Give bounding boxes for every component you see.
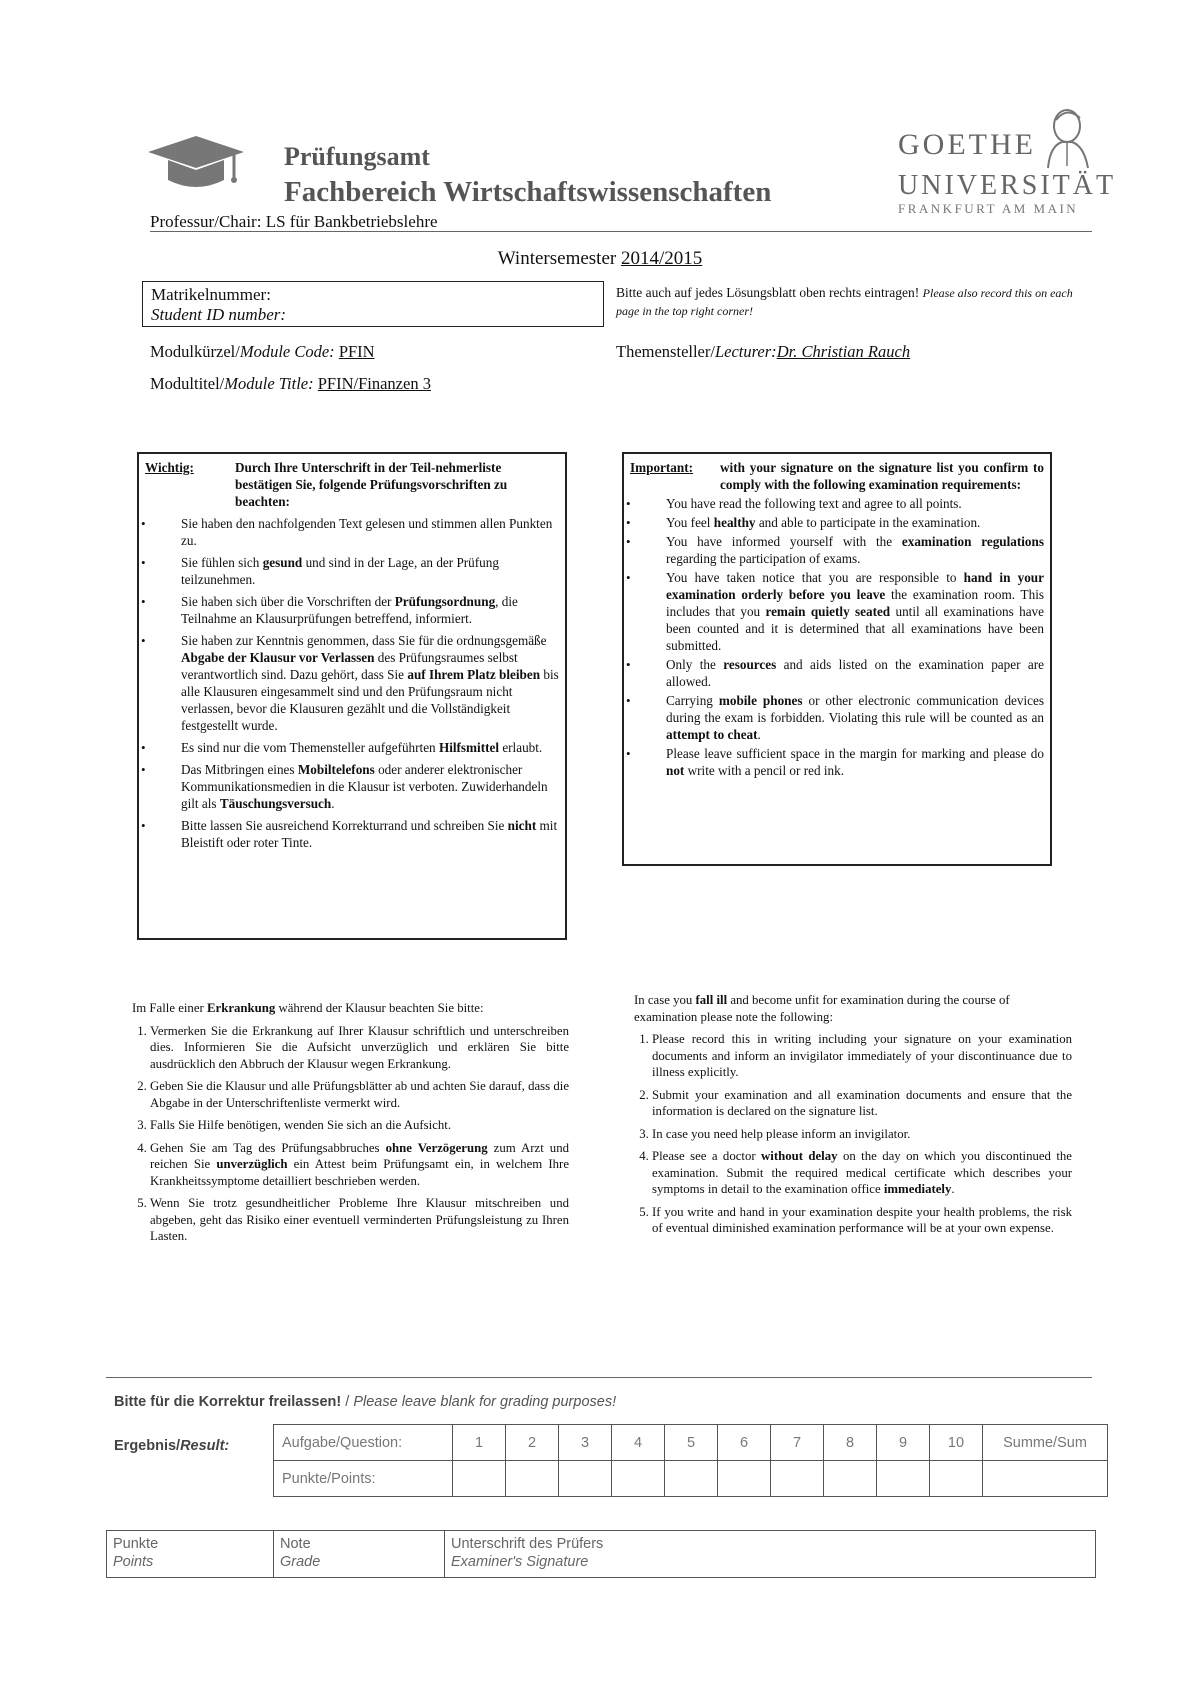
illness-item-en [652,1126,1072,1143]
graduation-cap-icon [146,134,246,196]
text-segment: Im Falle einer [132,1001,207,1015]
chair-line [150,212,438,232]
text-segment: write with a pencil or red ink. [684,763,844,778]
logo-city-text: FRANKFURT AM MAIN [898,201,1079,216]
text-segment: the examination room. This includes that you [666,587,1044,619]
text-segment: If you write and hand in your examination despite your health problems, the risk of eventual diminished examination performance will be at your own expense. [652,1204,1072,1235]
chair-value: LS für Bankbetriebslehre [265,212,438,231]
rule-item-en [630,514,1044,531]
question-number-7: 7 [771,1425,824,1461]
text-segment: mit Bleistift oder roter Tinte. [181,818,558,850]
text-segment: Sie fühlen sich [181,555,263,570]
illness-item-en [652,1087,1072,1120]
text-segment: and aids listed on the examination paper are allowed. [666,657,1044,689]
points-input-6[interactable] [718,1461,771,1497]
question-number-5: 5 [665,1425,718,1461]
rules-box-en [622,452,1052,866]
text-segment: In case you [634,993,696,1007]
text-segment: unverzüglich [216,1157,288,1171]
text-segment: attempt to cheat [666,727,758,742]
rule-item-en [630,692,1044,743]
text-segment: Please see a doctor [652,1149,762,1163]
points-input-5[interactable] [665,1461,718,1497]
points-input-1[interactable] [453,1461,506,1497]
lecturer-line [616,342,910,362]
sum-input[interactable] [983,1461,1108,1497]
exam-office-title: Prüfungsamt [284,142,430,171]
question-number-4: 4 [612,1425,665,1461]
examiner-label-en: Examiner's Signature [451,1554,589,1570]
illness-section-en [634,992,1072,1243]
text-segment: erlaubt. [499,740,543,755]
text-segment: Bitte lassen Sie ausreichend Korrekturrand und schreiben Sie [181,818,508,833]
text-segment: gesund [262,555,303,570]
illness-de-intro [132,1000,569,1017]
question-row-label: Aufgabe/Question: [274,1425,453,1461]
rule-item-en [630,495,1044,512]
text-segment: or other electronic communication devices during the exam is forbidden. Violating this rule will be counted as an [666,693,1044,725]
points-input-2[interactable] [506,1461,559,1497]
points-row-label: Punkte/Points: [274,1461,453,1497]
points-label-de: Punkte [113,1536,159,1552]
question-number-9: 9 [877,1425,930,1461]
grade-label-en: Grade [280,1554,321,1570]
text-segment: Please record this in writing including your signature on your examination documents and inform an invigilator immediately of your discontinuance due to illness explicitly. [652,1032,1072,1079]
rule-item-de [145,554,559,588]
points-label-en: Points [113,1554,154,1570]
illness-item-de [150,1023,569,1073]
header-divider [150,231,1092,232]
rule-item-en [630,569,1044,654]
rules-en-list [630,495,1044,779]
lecturer-label-de: Themensteller/ [616,342,715,361]
points-input-4[interactable] [612,1461,665,1497]
text-segment: Prüfungsordnung [394,594,496,609]
text-segment: bis alle Klausuren eingesammelt sind und den Prüfungsraum nicht verlassen, bevor die Klausuren gezählt und die Vollständigkeit festgestellt wurde. [181,667,559,733]
points-cell[interactable] [107,1531,274,1578]
question-row [274,1425,1108,1461]
student-id-field[interactable] [142,281,604,327]
rule-item-de [145,593,559,627]
text-segment: während der Klausur beachten Sie bitte: [275,1001,484,1015]
text-segment: nicht [507,818,537,833]
illness-item-de [150,1078,569,1111]
grading-note-separator: / [345,1394,350,1410]
text-segment: healthy [713,515,756,530]
illness-en-intro [634,992,1072,1025]
text-segment: You have taken notice that you are responsible to [666,570,964,585]
module-title-label-en: Module Title: [224,374,314,393]
semester-label: Wintersemester [497,248,617,269]
text-segment: and become unfit for examination during the course of examination please note the following: [634,993,1010,1024]
text-segment: Es sind nur die vom Themensteller aufgeführten [181,740,439,755]
text-segment: des Prüfungsraumes selbst verantwortlich sind. Dazu gehört, dass Sie [181,650,518,682]
text-segment: examination regulations [901,534,1044,549]
faculty-title: Fachbereich Wirtschaftswissenschaften [284,176,772,208]
rule-item-de [145,761,559,812]
text-segment: and able to participate in the examination. [755,515,981,530]
illness-section-de [132,1000,569,1251]
text-segment: fall ill [695,993,728,1007]
text-segment: You have read the following text and agree to all points. [666,496,962,511]
points-input-10[interactable] [930,1461,983,1497]
text-segment: on the day on which you discontinued the examination. Submit the required medical certificate which describes your symptoms in detail to the examination office [652,1149,1072,1196]
rules-de-label: Wichtig: [145,460,194,475]
text-segment: Please leave sufficient space in the margin for marking and please do [666,746,1044,761]
text-segment: Abgabe der Klausur vor Verlassen [181,650,375,665]
question-number-6: 6 [718,1425,771,1461]
text-segment: Sie haben sich über die Vorschriften der [181,594,395,609]
examiner-label-de: Unterschrift des Prüfers [451,1536,604,1552]
question-number-3: 3 [559,1425,612,1461]
rule-item-en [630,656,1044,690]
examiner-signature-cell[interactable] [445,1531,1096,1578]
signature-table [106,1530,1096,1578]
module-code-label-en: Module Code: [239,342,335,361]
text-segment: Mobiltelefons [297,762,375,777]
question-number-1: 1 [453,1425,506,1461]
illness-item-en [652,1031,1072,1081]
rule-item-de [145,632,559,734]
text-segment: Sie haben den nachfolgenden Text gelesen und stimmen allen Punkten zu. [181,516,553,548]
text-segment: not [666,763,685,778]
rule-item-en [630,533,1044,567]
illness-item-en [652,1148,1072,1198]
text-segment: mobile phones [718,693,803,708]
points-input-7[interactable] [771,1461,824,1497]
rule-item-en [630,745,1044,779]
goethe-bust-logo [1042,104,1092,170]
module-title-value: PFIN/Finanzen 3 [317,374,431,393]
grade-label-de: Note [280,1536,311,1552]
grading-divider [106,1377,1092,1378]
text-segment: Wenn Sie trotz gesundheitlicher Probleme Ihre Klausur mitschreiben und abgeben, geht das Risiko einer eventuell verminderten Prüfungsleistung zu Ihren Lasten. [150,1196,569,1243]
text-segment: Erkrankung [206,1001,276,1015]
grade-cell[interactable] [274,1531,445,1578]
rule-item-de [145,739,559,756]
text-segment: Carrying [666,693,719,708]
text-segment: In case you need help please inform an invigilator. [652,1126,911,1141]
sum-header: Summe/Sum [983,1425,1108,1461]
illness-en-list [634,1031,1072,1237]
question-number-2: 2 [506,1425,559,1461]
module-title-label-de: Modultitel/ [150,374,225,393]
student-id-label-en: Student ID number: [151,305,287,324]
text-segment: ein Attest beim Prüfungsamt ein, in welchem Ihre Krankheitssymptome detailliert beschrieben werden. [150,1157,570,1188]
text-segment: Täuschungsversuch [219,796,332,811]
semester-year: 2014/2015 [620,248,703,269]
result-label-en: Result: [180,1438,230,1454]
logo-universitaet-text: UNIVERSITÄT [898,170,1117,201]
question-number-10: 10 [930,1425,983,1461]
text-segment: Das Mitbringen eines [181,762,298,777]
text-segment: Geben Sie die Klausur und alle Prüfungsblätter ab und achten Sie darauf, dass die Abgabe in der Unterschriftenliste vermerkt wird. [150,1079,569,1110]
text-segment: You have informed yourself with the [666,534,902,549]
illness-de-list [132,1023,569,1245]
text-segment: hand in your examination orderly before you leave [666,570,1044,602]
module-code-line [150,342,375,362]
text-segment: regarding the participation of exams. [666,551,861,566]
text-segment: without delay [761,1149,838,1163]
lecturer-value: Dr. Christian Rauch [776,342,911,361]
student-id-note [616,284,1096,320]
lecturer-label-en: Lecturer: [714,342,777,361]
student-id-label-de: Matrikelnummer: [151,285,271,304]
points-input-9[interactable] [877,1461,930,1497]
grading-note [114,1394,616,1410]
student-id-note-en: Please also record this on each page in the top right corner! [616,286,1073,318]
module-title-line [150,374,431,394]
text-segment: auf Ihrem Platz bleiben [407,667,541,682]
text-segment: Gehen Sie am Tag des Prüfungsabbruches [150,1140,386,1155]
text-segment: until all examinations have been counted and it is determined that all examinations have been submitted. [666,604,1044,653]
text-segment: Sie haben zur Kenntnis genommen, dass Sie für die ordnungsgemäße [181,633,547,648]
student-id-note-de: Bitte auch auf jedes Lösungsblatt oben rechts eintragen! [616,285,920,300]
illness-item-en [652,1204,1072,1237]
text-segment: Only the [666,657,724,672]
points-input-8[interactable] [824,1461,877,1497]
text-segment: und sind in der Lage, an der Prüfung teilzunehmen. [181,555,499,587]
illness-item-de [150,1195,569,1245]
text-segment: ohne Verzögerung [385,1140,488,1155]
logo-goethe-text: GOETHE [898,128,1036,161]
result-label [114,1438,229,1454]
text-segment: . [757,727,761,742]
text-segment: remain quietly seated [765,604,891,619]
semester-line [0,248,1200,270]
points-input-3[interactable] [559,1461,612,1497]
grading-table [273,1424,1108,1497]
text-segment: immediately [883,1182,952,1196]
rule-item-de [145,515,559,549]
module-code-label-de: Modulkürzel/ [150,342,240,361]
text-segment: oder anderer elektronischer Kommunikationsmedien in die Klausur ist verboten. Zuwiderhandeln gilt als [181,762,548,811]
text-segment: Vermerken Sie die Erkrankung auf Ihrer Klausur schriftlich und unterschreiben dies. Informieren Sie die Aufsicht unverzüglich und erklären Sie bitte ausdrücklich den Abbruch der Klausur wegen Erkrankung. [150,1023,569,1071]
rules-de-heading: Durch Ihre Unterschrift in der Teil-nehmerliste bestätigen Sie, folgende Prüfungsvorschriften zu beachten: [235,460,508,509]
text-segment: Hilfsmittel [438,740,500,755]
module-code-value: PFIN [338,342,375,361]
rules-box-de [137,452,567,940]
text-segment: Falls Sie Hilfe benötigen, wenden Sie sich an die Aufsicht. [150,1118,452,1132]
text-segment: resources [723,657,777,672]
text-segment: . [331,796,335,811]
illness-item-de [150,1117,569,1134]
text-segment: . [951,1182,955,1196]
chair-label: Professur/Chair: [150,212,262,231]
rules-de-list [145,515,559,851]
text-segment: You feel [666,515,714,530]
text-segment: , die Teilnahme an Klausurprüfungen betreffend, informiert. [181,594,518,626]
result-label-de: Ergebnis/ [114,1438,181,1454]
grading-note-en: Please leave blank for grading purposes! [353,1394,617,1410]
illness-item-de [150,1140,569,1190]
grading-note-de: Bitte für die Korrektur freilassen! [114,1394,342,1410]
points-row [274,1461,1108,1497]
text-segment: zum Arzt und reichen Sie [150,1140,570,1171]
question-number-8: 8 [824,1425,877,1461]
rules-en-heading: with your signature on the signature list you confirm to comply with the following examination requirements: [720,460,1044,492]
rules-en-label: Important: [630,460,694,475]
text-segment: Submit your examination and all examination documents and ensure that the information is declared on the signature list. [652,1087,1072,1118]
rule-item-de [145,817,559,851]
